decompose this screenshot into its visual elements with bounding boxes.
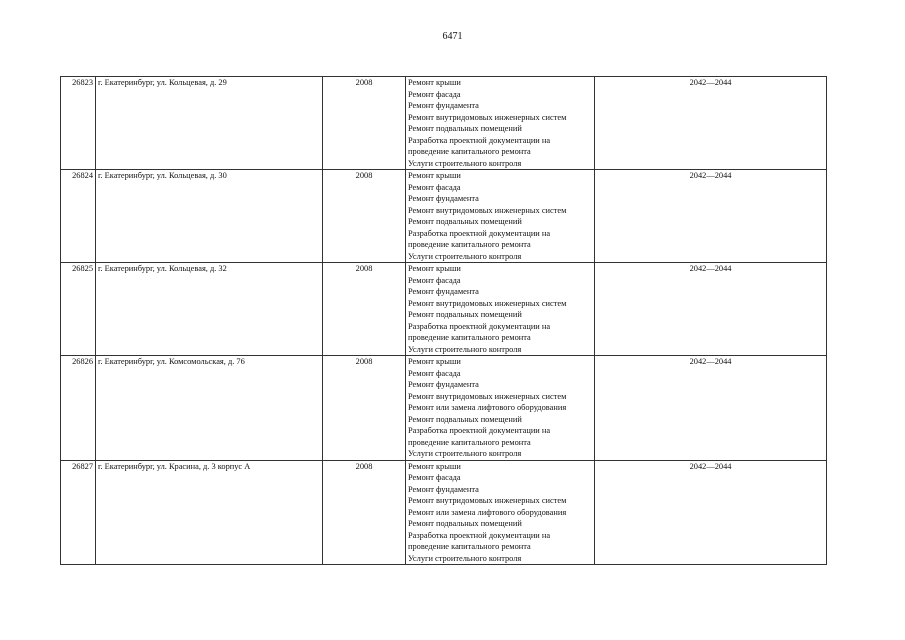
work-item: Ремонт фундамента bbox=[408, 380, 479, 389]
work-item: Ремонт подвальных помещений bbox=[408, 217, 522, 226]
work-item: Ремонт внутридомовых инженерных систем bbox=[408, 391, 567, 401]
work-item: Ремонт фасада bbox=[408, 182, 461, 192]
address-cell: г. Екатеринбург, ул. Кольцевая, д. 32 bbox=[96, 263, 323, 356]
year-cell: 2008 bbox=[323, 460, 406, 565]
work-item: Ремонт крыши bbox=[408, 461, 461, 471]
table-row bbox=[61, 170, 827, 263]
work-item: Разработка проектной документации на проведение капитального ремонта bbox=[408, 135, 551, 156]
works-cell bbox=[406, 460, 595, 565]
year-cell: 2008 bbox=[323, 356, 406, 461]
work-item: Ремонт фасада bbox=[408, 473, 461, 482]
period-cell: 2042—2044 bbox=[595, 263, 827, 356]
year-cell: 2008 bbox=[323, 263, 406, 356]
work-item: Ремонт или замена лифтового оборудования bbox=[408, 507, 567, 517]
work-item: Разработка проектной документации на проведение капитального ремонта bbox=[408, 228, 551, 249]
work-item: Услуги строительного контроля bbox=[408, 251, 522, 261]
work-item: Ремонт фундамента bbox=[408, 484, 479, 494]
row-number: 26823 bbox=[61, 77, 96, 170]
table-row bbox=[61, 77, 827, 170]
table-row bbox=[61, 460, 827, 565]
work-item: Ремонт или замена лифтового оборудования bbox=[408, 403, 567, 412]
work-item: Ремонт фундамента bbox=[408, 101, 479, 110]
work-item: Ремонт фасада bbox=[408, 275, 461, 285]
address-cell: г. Екатеринбург, ул. Кольцевая, д. 30 bbox=[96, 170, 323, 263]
work-item: Ремонт крыши bbox=[408, 78, 461, 87]
table-row bbox=[61, 263, 827, 356]
work-item: Разработка проектной документации на проведение капитального ремонта bbox=[408, 426, 551, 447]
address-cell: г. Екатеринбург, ул. Кольцевая, д. 29 bbox=[96, 77, 323, 170]
works-cell bbox=[406, 263, 595, 356]
work-item: Ремонт внутридомовых инженерных систем bbox=[408, 298, 567, 308]
row-number: 26825 bbox=[61, 263, 96, 356]
work-item: Ремонт внутридомовых инженерных систем bbox=[408, 496, 567, 505]
work-item: Ремонт крыши bbox=[408, 264, 461, 273]
table-body bbox=[61, 77, 827, 565]
work-item: Ремонт фасада bbox=[408, 368, 461, 378]
address-cell: г. Екатеринбург, ул. Красина, д. 3 корпус А bbox=[96, 460, 323, 565]
page-number: 6471 bbox=[442, 31, 463, 42]
works-cell bbox=[406, 170, 595, 263]
work-item: Ремонт подвальных помещений bbox=[408, 414, 522, 424]
work-item: Ремонт крыши bbox=[408, 171, 461, 180]
period-cell: 2042—2044 bbox=[595, 356, 827, 461]
work-item: Ремонт крыши bbox=[408, 357, 461, 366]
period-cell: 2042—2044 bbox=[595, 170, 827, 263]
capital-repair-table bbox=[60, 76, 827, 565]
row-number: 26824 bbox=[61, 170, 96, 263]
work-item: Услуги строительного контроля bbox=[408, 449, 522, 458]
work-item: Ремонт подвальных помещений bbox=[408, 124, 522, 133]
period-cell: 2042—2044 bbox=[595, 460, 827, 565]
row-number: 26826 bbox=[61, 356, 96, 461]
period-cell: 2042—2044 bbox=[595, 77, 827, 170]
work-item: Ремонт внутридомовых инженерных систем bbox=[408, 205, 567, 215]
work-item: Услуги строительного контроля bbox=[408, 158, 522, 168]
address-cell: г. Екатеринбург, ул. Комсомольская, д. 76 bbox=[96, 356, 323, 461]
works-cell bbox=[406, 77, 595, 170]
work-item: Услуги строительного контроля bbox=[408, 344, 522, 354]
row-number: 26827 bbox=[61, 460, 96, 565]
work-item: Ремонт фундамента bbox=[408, 194, 479, 203]
work-item: Ремонт внутридомовых инженерных систем bbox=[408, 112, 567, 122]
table-row bbox=[61, 356, 827, 461]
year-cell: 2008 bbox=[323, 170, 406, 263]
work-item: Ремонт подвальных помещений bbox=[408, 310, 522, 319]
work-item: Разработка проектной документации на проведение капитального ремонта bbox=[408, 321, 551, 342]
year-cell: 2008 bbox=[323, 77, 406, 170]
work-item: Ремонт подвальных помещений bbox=[408, 519, 522, 528]
work-item: Разработка проектной документации на проведение капитального ремонта bbox=[408, 530, 551, 551]
work-item: Ремонт фундамента bbox=[408, 287, 479, 296]
works-cell bbox=[406, 356, 595, 461]
work-item: Ремонт фасада bbox=[408, 89, 461, 99]
work-item: Услуги строительного контроля bbox=[408, 553, 522, 563]
